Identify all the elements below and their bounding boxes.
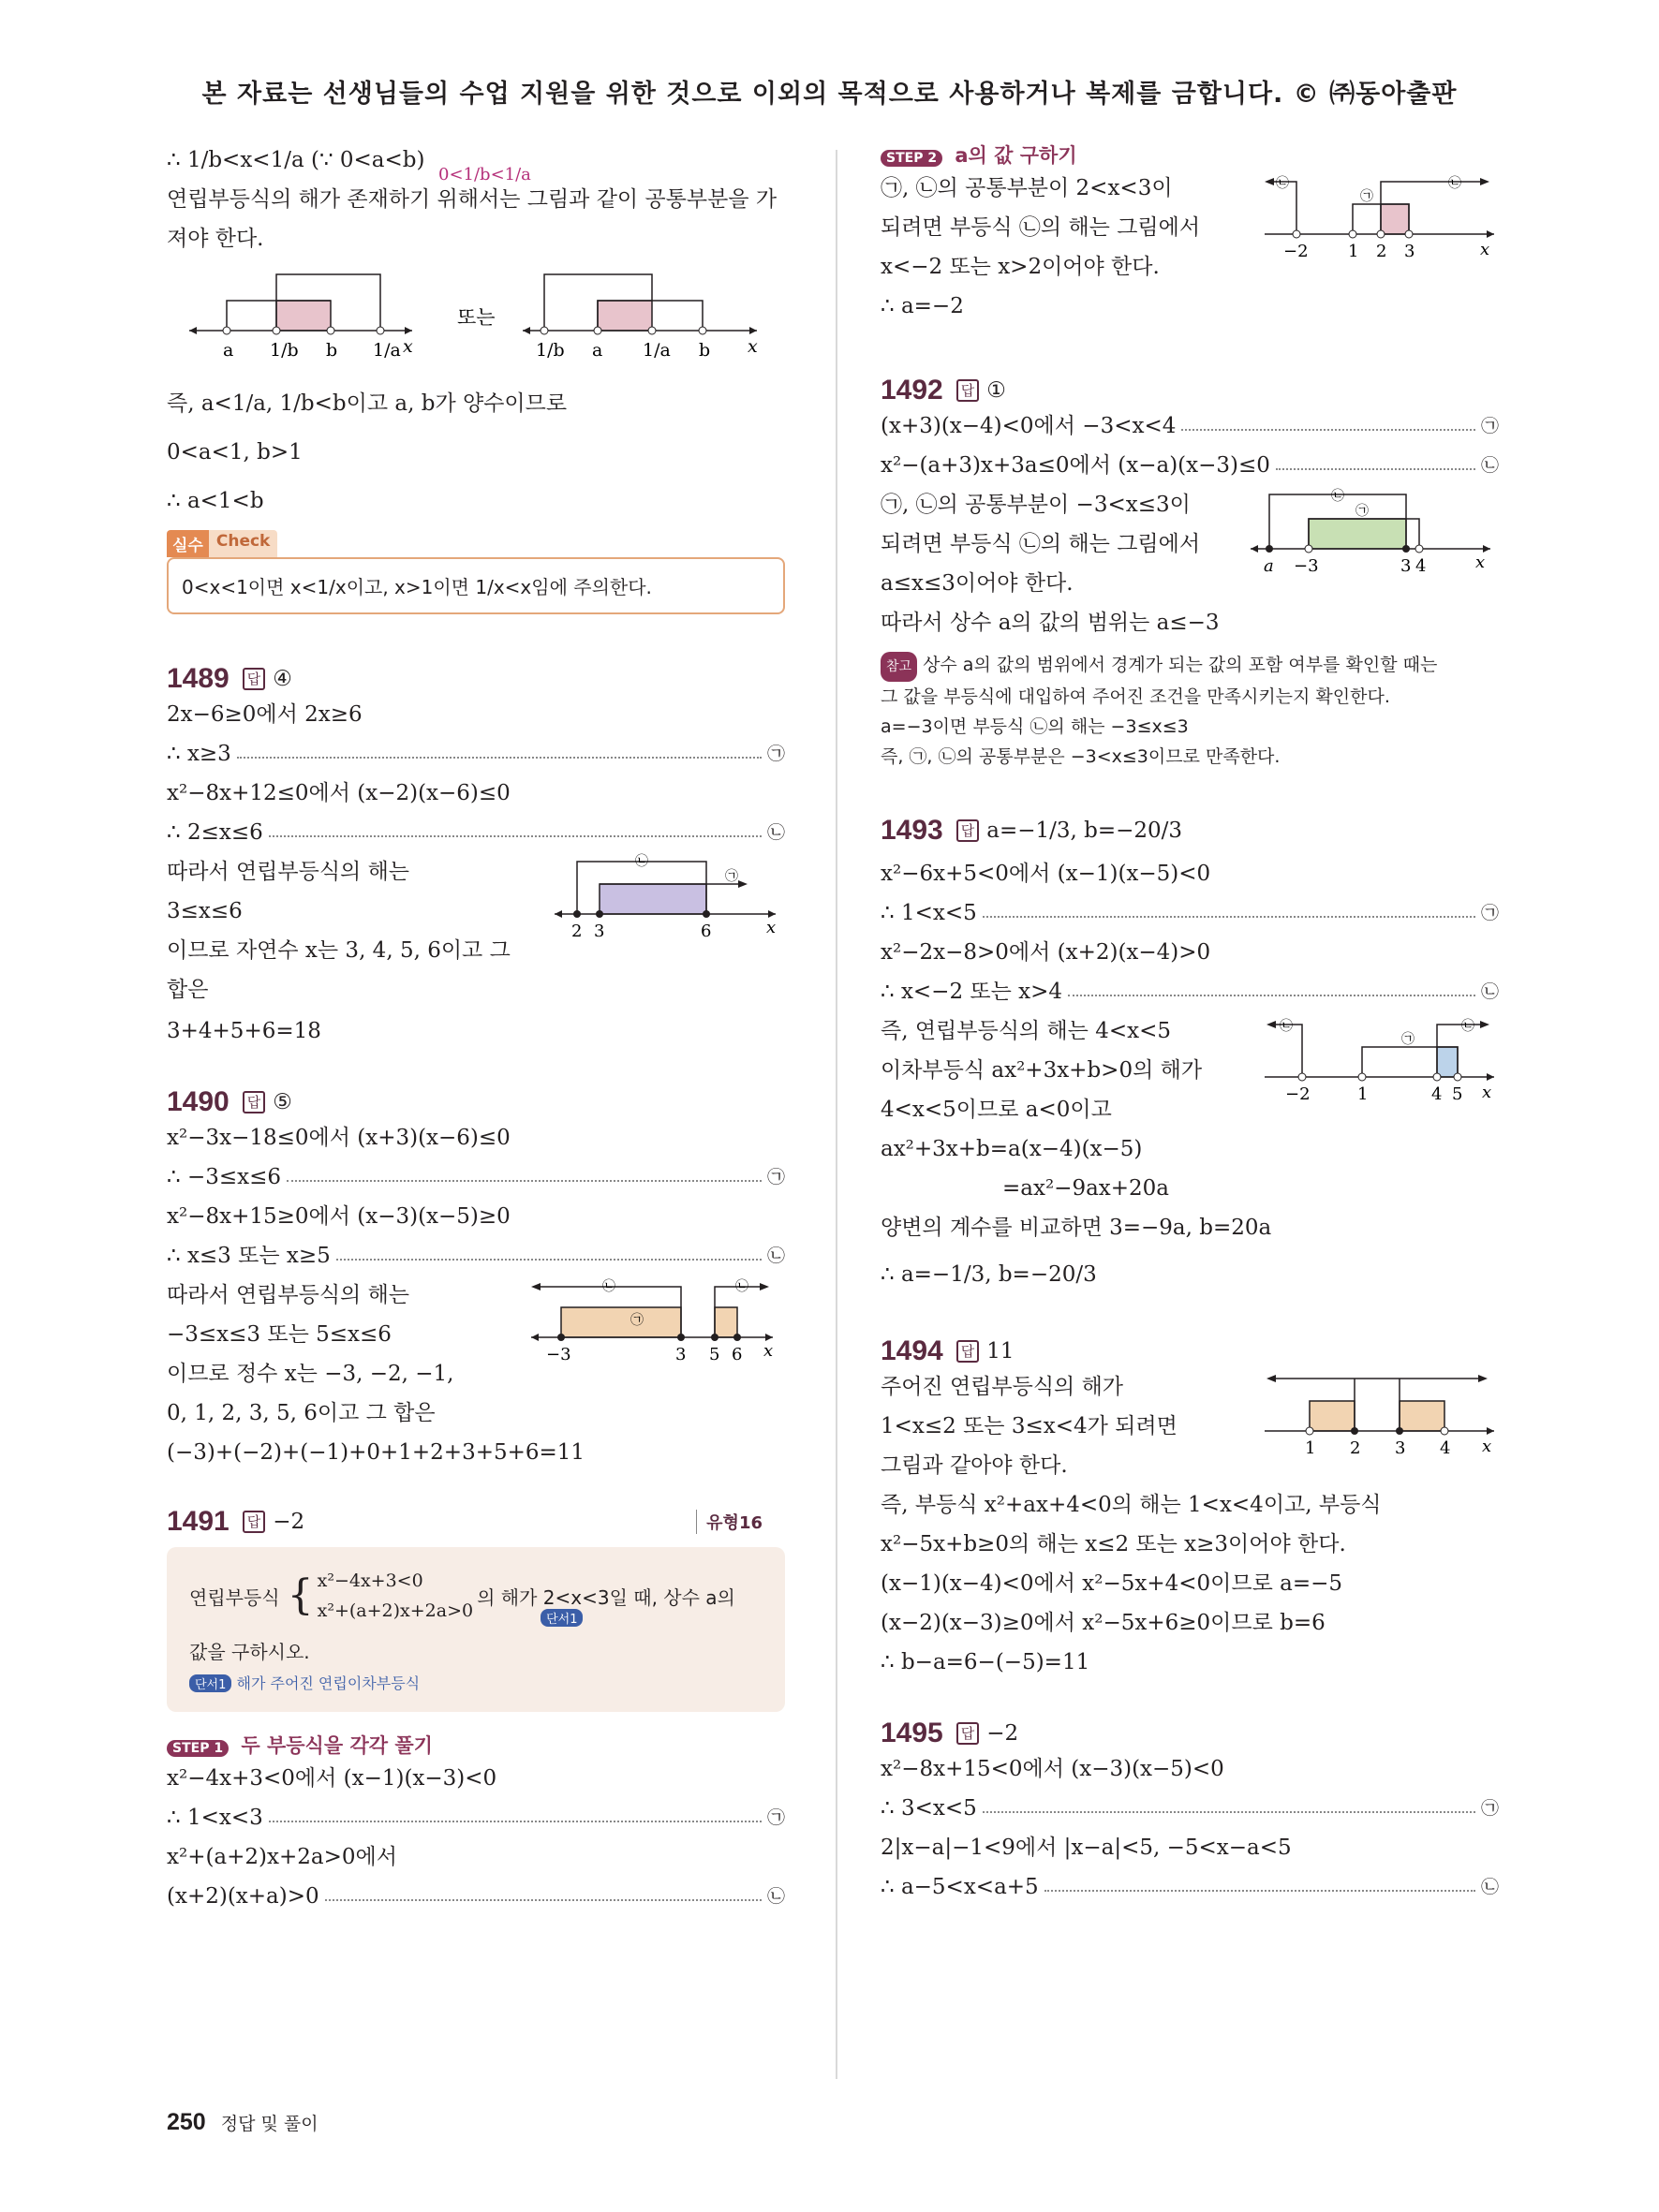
marker-2: ㉡ xyxy=(766,1886,785,1907)
p1489-line-2 xyxy=(167,734,785,774)
p1490-tick-3: 3 xyxy=(675,1345,687,1364)
p1489-circle-2: ㉡ xyxy=(635,854,648,869)
p1493-text-2: ∴ 1<x<5 xyxy=(881,901,977,925)
p1494-number-line xyxy=(1265,1367,1499,1461)
problem-1492-header xyxy=(881,375,1499,406)
p1492-axis-x: x xyxy=(1475,553,1486,572)
intro-line-1 xyxy=(167,140,785,184)
question-suffix: 의 해가 2<x<3일 때, 상수 a의 xyxy=(477,1585,735,1609)
p1489-line-7: 이므로 자연수 x는 3, 4, 5, 6이고 그 xyxy=(167,938,511,963)
p1489-line-3: x²−8x+12≤0에서 (x−2)(x−6)≤0 xyxy=(167,781,511,805)
p1490-line-8: 0, 1, 2, 3, 5, 6이고 그 합은 xyxy=(167,1401,436,1425)
p1490-line-7: 이므로 정수 x는 −3, −2, −1, xyxy=(167,1362,454,1386)
check-tag-label: Check xyxy=(209,530,278,557)
p1489-number-line xyxy=(551,852,785,955)
p1491-line-2 xyxy=(167,1798,785,1837)
p1492-text-2: x²−(a+3)x+3a≤0에서 (x−a)(x−3)≤0 xyxy=(881,453,1270,478)
p1489-line-1: 2x−6≥0에서 2x≥6 xyxy=(167,702,363,727)
hint-tag: 단서1 xyxy=(189,1674,231,1692)
or-label: 또는 xyxy=(457,306,496,329)
fig2-label-b: b xyxy=(699,340,711,361)
p1490-circle-2b: ㉡ xyxy=(735,1279,748,1294)
p1489-tick-6: 6 xyxy=(701,922,712,941)
problem-number: 1492 xyxy=(881,375,943,406)
p1490-tick-6: 6 xyxy=(732,1345,743,1364)
p1492-text-1: (x+3)(x−4)<0에서 −3<x<4 xyxy=(881,414,1177,438)
problem-1494-header xyxy=(881,1335,1499,1367)
intro-line-2: 연립부등식의 해가 존재하기 위해서는 그림과 같이 공통부분을 가 xyxy=(167,187,778,212)
p1493-axis-x: x xyxy=(1482,1083,1492,1102)
note-tag: 참고 xyxy=(881,652,917,682)
p1494-tick-1: 1 xyxy=(1305,1438,1316,1458)
p1494-line-4: 즉, 부등식 x²+ax+4<0의 해는 1<x<4이고, 부등식 xyxy=(881,1493,1382,1517)
marker-1: ㉠ xyxy=(766,1807,785,1828)
marker-1: ㉠ xyxy=(766,744,785,764)
p1490-body xyxy=(167,1276,785,1433)
p1490-line-9: (−3)+(−2)+(−1)+0+1+2+3+5+6=11 xyxy=(167,1440,585,1465)
p1492-number-line xyxy=(1251,485,1499,588)
p1491-line-1: x²−4x+3<0에서 (x−1)(x−3)<0 xyxy=(167,1766,497,1791)
answer-value: −2 xyxy=(986,1721,1019,1746)
problem-1491-header xyxy=(167,1506,785,1538)
right-column xyxy=(881,140,1499,1907)
answer-value: ① xyxy=(986,378,1006,403)
p1495-line-1: x²−8x+15<0에서 (x−3)(x−5)<0 xyxy=(881,1757,1224,1781)
fig2-axis-x: x xyxy=(748,336,758,357)
p1493-line-8: ax²+3x+b=a(x−4)(x−5) xyxy=(881,1137,1143,1161)
p1493-line-7: 4<x<5이므로 a<0이고 xyxy=(881,1098,1112,1122)
p1495-line-3: 2|x−a|−1<9에서 |x−a|<5, −5<x−a<5 xyxy=(881,1836,1292,1860)
p1492-tick-a: a xyxy=(1264,556,1274,576)
answer-value: 11 xyxy=(986,1339,1015,1364)
marker-1: ㉠ xyxy=(1480,1798,1499,1819)
marker-2: ㉡ xyxy=(1480,981,1499,1002)
hint-text: 해가 주어진 연립이차부등식 xyxy=(236,1674,421,1692)
p1493-line-5: 즉, 연립부등식의 해는 4<x<5 xyxy=(881,1019,1171,1043)
problem-1489-header xyxy=(167,663,785,695)
p1492-line-1 xyxy=(881,406,1499,446)
p1495-line-2 xyxy=(881,1789,1499,1828)
p1494-body xyxy=(881,1367,1499,1485)
page-footer xyxy=(167,2109,318,2136)
p1489-line-5: 따라서 연립부등식의 해는 xyxy=(167,860,410,884)
question-eq-1: x²−4x+3<0 xyxy=(317,1571,423,1591)
step-title: 두 부등식을 각각 풀기 xyxy=(241,1734,433,1757)
type-label: 유형16 xyxy=(696,1510,763,1534)
problem-number: 1493 xyxy=(881,815,943,846)
fig2-label-a: a xyxy=(592,340,603,361)
p1491-line-4 xyxy=(167,1877,785,1916)
p1492-line-5: a≤x≤3이어야 한다. xyxy=(881,571,1074,596)
p1493-tick-neg2: −2 xyxy=(1285,1084,1311,1104)
problem-number: 1491 xyxy=(167,1506,230,1537)
p1489-tick-2: 2 xyxy=(571,922,583,941)
problem-1491-question: 연립부등식 { x²−4x+3<0 x²+(a+2)x+2a>0 의 해가 2<x<3일 때, 상수 a의 단서1 값을 구하시오. 단서1 해가 주어진 연립이차부등식 xyxy=(167,1547,785,1712)
p1489-text-4: ∴ 2≤x≤6 xyxy=(167,820,263,845)
problem-1490-header xyxy=(167,1086,785,1118)
page-number: 250 xyxy=(167,2109,206,2135)
step2-tick-neg2: −2 xyxy=(1283,242,1309,261)
p1493-tick-4: 4 xyxy=(1431,1084,1443,1104)
answer-badge: 답 xyxy=(956,1340,980,1363)
p1489-circle-1: ㉠ xyxy=(725,869,738,884)
marker-1: ㉠ xyxy=(766,1167,785,1187)
hint-tag-inline: 단서1 xyxy=(541,1609,583,1627)
p1490-axis-x: x xyxy=(763,1341,774,1361)
intro-line-3: 져야 한다. xyxy=(167,227,264,251)
answer-badge: 답 xyxy=(243,668,266,690)
step2-number-line xyxy=(1265,169,1499,272)
p1492-circle-2: ㉡ xyxy=(1331,489,1344,504)
fig2-label-1b: 1/b xyxy=(536,340,565,361)
answer-badge: 답 xyxy=(956,379,980,402)
p1495-text-4: ∴ a−5<x<a+5 xyxy=(881,1875,1039,1899)
p1493-line-2 xyxy=(881,893,1499,933)
intro-figures xyxy=(167,258,785,371)
fig2-label-1a: 1/a xyxy=(643,340,671,361)
p1489-line-8: 합은 xyxy=(167,978,209,1002)
p1490-tick-neg3: −3 xyxy=(546,1345,571,1364)
fig1-label-a: a xyxy=(223,340,234,361)
marker-1: ㉠ xyxy=(1480,416,1499,436)
p1494-line-6: (x−1)(x−4)<0에서 x²−5x+4<0이므로 a=−5 xyxy=(881,1571,1343,1596)
p1493-circle-2b: ㉡ xyxy=(1461,1019,1474,1034)
left-column xyxy=(167,140,785,1916)
p1489-line-4 xyxy=(167,813,785,852)
p1494-line-3: 그림과 같아야 한다. xyxy=(881,1453,1068,1478)
answer-value: ④ xyxy=(273,667,292,691)
marker-1: ㉠ xyxy=(1480,903,1499,923)
p1490-number-line xyxy=(527,1276,785,1379)
answer-badge: 답 xyxy=(243,1091,266,1113)
step2-tick-3: 3 xyxy=(1404,242,1415,261)
problem-number: 1494 xyxy=(881,1335,943,1366)
problem-number: 1495 xyxy=(881,1718,943,1748)
footer-label: 정답 및 풀이 xyxy=(220,2114,318,2134)
fig1-label-b: b xyxy=(326,340,338,361)
mistake-check-tag xyxy=(167,530,277,557)
p1493-line-11: ∴ a=−1/3, b=−20/3 xyxy=(881,1262,1097,1287)
answer-value: a=−1/3, b=−20/3 xyxy=(986,818,1183,843)
p1493-line-6: 이차부등식 ax²+3x+b>0의 해가 xyxy=(881,1058,1203,1083)
marker-2: ㉡ xyxy=(1480,455,1499,476)
step-tag: STEP 1 xyxy=(167,1740,229,1757)
p1494-line-8: ∴ b−a=6−(−5)=11 xyxy=(881,1650,1090,1674)
summary-line-2: 0<a<1, b>1 xyxy=(167,440,303,465)
question-line-2: 값을 구하시오. xyxy=(189,1641,310,1663)
p1495-text-2: ∴ 3<x<5 xyxy=(881,1796,977,1821)
p1494-axis-x: x xyxy=(1482,1437,1492,1456)
fig1-axis-x: x xyxy=(403,336,413,357)
p1494-tick-2: 2 xyxy=(1350,1438,1361,1458)
p1493-number-line xyxy=(1265,1011,1499,1114)
step2-circle-2b: ㉡ xyxy=(1448,176,1461,191)
answer-badge: 답 xyxy=(243,1511,266,1533)
p1494-tick-4: 4 xyxy=(1440,1438,1451,1458)
step2-circle-2a: ㉡ xyxy=(1276,176,1289,191)
mistake-check-box xyxy=(167,557,785,614)
p1489-axis-x: x xyxy=(766,918,777,937)
answer-badge: 답 xyxy=(956,819,980,842)
mistake-check-text: 0<x<1이면 x<1/x이고, x>1이면 1/x<x임에 주의한다. xyxy=(182,576,652,598)
p1493-circle-1: ㉠ xyxy=(1401,1032,1415,1047)
mistake-tag-label: 실수 xyxy=(167,530,209,557)
p1490-circle-2a: ㉡ xyxy=(602,1279,615,1294)
question-prefix: 연립부등식 xyxy=(189,1585,280,1609)
p1492-line-2 xyxy=(881,446,1499,485)
p1492-tick-neg3: −3 xyxy=(1294,556,1319,576)
step-2-heading xyxy=(881,140,1499,169)
p1492-tick-3: 3 xyxy=(1400,556,1412,576)
marker-2: ㉡ xyxy=(766,1246,785,1266)
step2-line-3: x<−2 또는 x>2이어야 한다. xyxy=(881,255,1160,279)
step-1-heading xyxy=(167,1731,785,1759)
p1492-tick-4: 4 xyxy=(1415,556,1427,576)
p1489-line-9: 3+4+5+6=18 xyxy=(167,1019,321,1043)
marker-2: ㉡ xyxy=(766,822,785,843)
problem-1493-header xyxy=(881,815,1499,847)
p1494-line-5: x²−5x+b≥0의 해는 x≤2 또는 x≥3이어야 한다. xyxy=(881,1532,1346,1556)
step-title: a의 값 구하기 xyxy=(955,144,1077,167)
p1490-text-2: ∴ −3≤x≤6 xyxy=(167,1165,281,1189)
p1495-line-4 xyxy=(881,1867,1499,1907)
p1491-text-4: (x+2)(x+a)>0 xyxy=(167,1884,319,1909)
p1492-note xyxy=(881,650,1499,772)
p1490-tick-5: 5 xyxy=(709,1345,720,1364)
p1492-line-4: 되려면 부등식 ㉡의 해는 그림에서 xyxy=(881,532,1201,556)
p1490-line-6: −3≤x≤3 또는 5≤x≤6 xyxy=(167,1322,392,1347)
problem-1495-header xyxy=(881,1718,1499,1749)
p1494-line-2: 1<x≤2 또는 3≤x<4가 되려면 xyxy=(881,1414,1178,1438)
copyright-banner: 본 자료는 선생님들의 수업 지원을 위한 것으로 이외의 목적으로 사용하거나 복제를 금합니다. © ㈜동아출판 xyxy=(201,80,1458,109)
step2-tick-2: 2 xyxy=(1376,242,1387,261)
p1493-line-9: =ax²−9ax+20a xyxy=(1002,1176,1170,1201)
p1489-body xyxy=(167,852,785,1011)
p1492-circle-1: ㉠ xyxy=(1355,504,1369,519)
p1490-line-5: 따라서 연립부등식의 해는 xyxy=(167,1283,410,1307)
step2-circle-1: ㉠ xyxy=(1360,189,1373,204)
intro-inequality: ∴ 1/b<x<1/a (∵ 0<a<b) xyxy=(167,148,425,172)
step2-axis-x: x xyxy=(1480,240,1490,259)
summary-line-3: ∴ a<1<b xyxy=(167,489,264,513)
number-line-figure-1 xyxy=(167,258,785,371)
p1490-circle-1: ㉠ xyxy=(630,1313,644,1328)
answer-badge: 답 xyxy=(956,1722,980,1745)
p1493-circle-2a: ㉡ xyxy=(1280,1019,1293,1034)
p1489-text-2: ∴ x≥3 xyxy=(167,742,231,766)
step2-line-1: ㉠, ㉡의 공통부분이 2<x<3이 xyxy=(881,176,1173,200)
intro-annotation: 0<1/b<1/a xyxy=(438,165,531,184)
p1493-line-1: x²−6x+5<0에서 (x−1)(x−5)<0 xyxy=(881,862,1211,886)
p1492-line-6: 따라서 상수 a의 값의 범위는 a≤−3 xyxy=(881,611,1220,635)
p1494-line-7: (x−2)(x−3)≥0에서 x²−5x+6≥0이므로 b=6 xyxy=(881,1611,1326,1635)
marker-2: ㉡ xyxy=(1480,1877,1499,1897)
step2-line-2: 되려면 부등식 ㉡의 해는 그림에서 xyxy=(881,215,1201,240)
p1493-text-4: ∴ x<−2 또는 x>4 xyxy=(881,980,1063,1004)
summary-line-1: 즉, a<1/a, 1/b<b이고 a, b가 양수이므로 xyxy=(167,391,568,416)
p1494-line-1: 주어진 연립부등식의 해가 xyxy=(881,1375,1124,1399)
problem-number: 1490 xyxy=(167,1086,230,1117)
p1490-text-4: ∴ x≤3 또는 x≥5 xyxy=(167,1244,331,1268)
p1490-line-2 xyxy=(167,1158,785,1197)
note-line-2: 그 값을 부등식에 대입하여 주어진 조건을 만족시키는지 확인한다. xyxy=(881,686,1390,707)
question-eq-2: x²+(a+2)x+2a>0 xyxy=(317,1600,474,1621)
p1493-line-3: x²−2x−8>0에서 (x+2)(x−4)>0 xyxy=(881,940,1211,965)
problem-number: 1489 xyxy=(167,663,230,694)
p1491-line-3: x²+(a+2)x+2a>0에서 xyxy=(167,1845,397,1869)
note-line-1: 상수 a의 값의 범위에서 경계가 되는 값의 포함 여부를 확인할 때는 xyxy=(923,655,1438,675)
step2-tick-1: 1 xyxy=(1348,242,1359,261)
p1490-line-3: x²−8x+15≥0에서 (x−3)(x−5)≥0 xyxy=(167,1204,511,1229)
p1493-tick-5: 5 xyxy=(1452,1084,1463,1104)
p1493-line-10: 양변의 계수를 비교하면 3=−9a, b=20a xyxy=(881,1216,1272,1240)
step-tag: STEP 2 xyxy=(881,150,942,167)
column-divider xyxy=(836,150,837,2079)
p1492-line-3: ㉠, ㉡의 공통부분이 −3<x≤3이 xyxy=(881,493,1191,517)
p1489-line-6: 3≤x≤6 xyxy=(167,899,243,923)
p1494-tick-3: 3 xyxy=(1395,1438,1406,1458)
p1489-tick-3: 3 xyxy=(594,922,605,941)
p1493-tick-1: 1 xyxy=(1357,1084,1369,1104)
answer-value: ⑤ xyxy=(273,1090,292,1114)
fig1-label-1b: 1/b xyxy=(270,340,299,361)
note-line-4: 즉, ㉠, ㉡의 공통부분은 −3<x≤3이므로 만족한다. xyxy=(881,746,1281,767)
p1493-line-4 xyxy=(881,972,1499,1011)
p1491-text-2: ∴ 1<x<3 xyxy=(167,1806,263,1830)
p1490-line-4 xyxy=(167,1236,785,1276)
fig1-label-1a: 1/a xyxy=(373,340,401,361)
answer-value: −2 xyxy=(273,1510,305,1534)
p1493-body xyxy=(881,1011,1499,1247)
step2-line-4: ∴ a=−2 xyxy=(881,294,964,318)
p1490-line-1: x²−3x−18≤0에서 (x+3)(x−6)≤0 xyxy=(167,1126,511,1150)
p1492-body xyxy=(881,485,1499,642)
note-line-3: a=−3이면 부등식 ㉡의 해는 −3≤x≤3 xyxy=(881,716,1189,737)
step-2-body xyxy=(881,169,1499,328)
